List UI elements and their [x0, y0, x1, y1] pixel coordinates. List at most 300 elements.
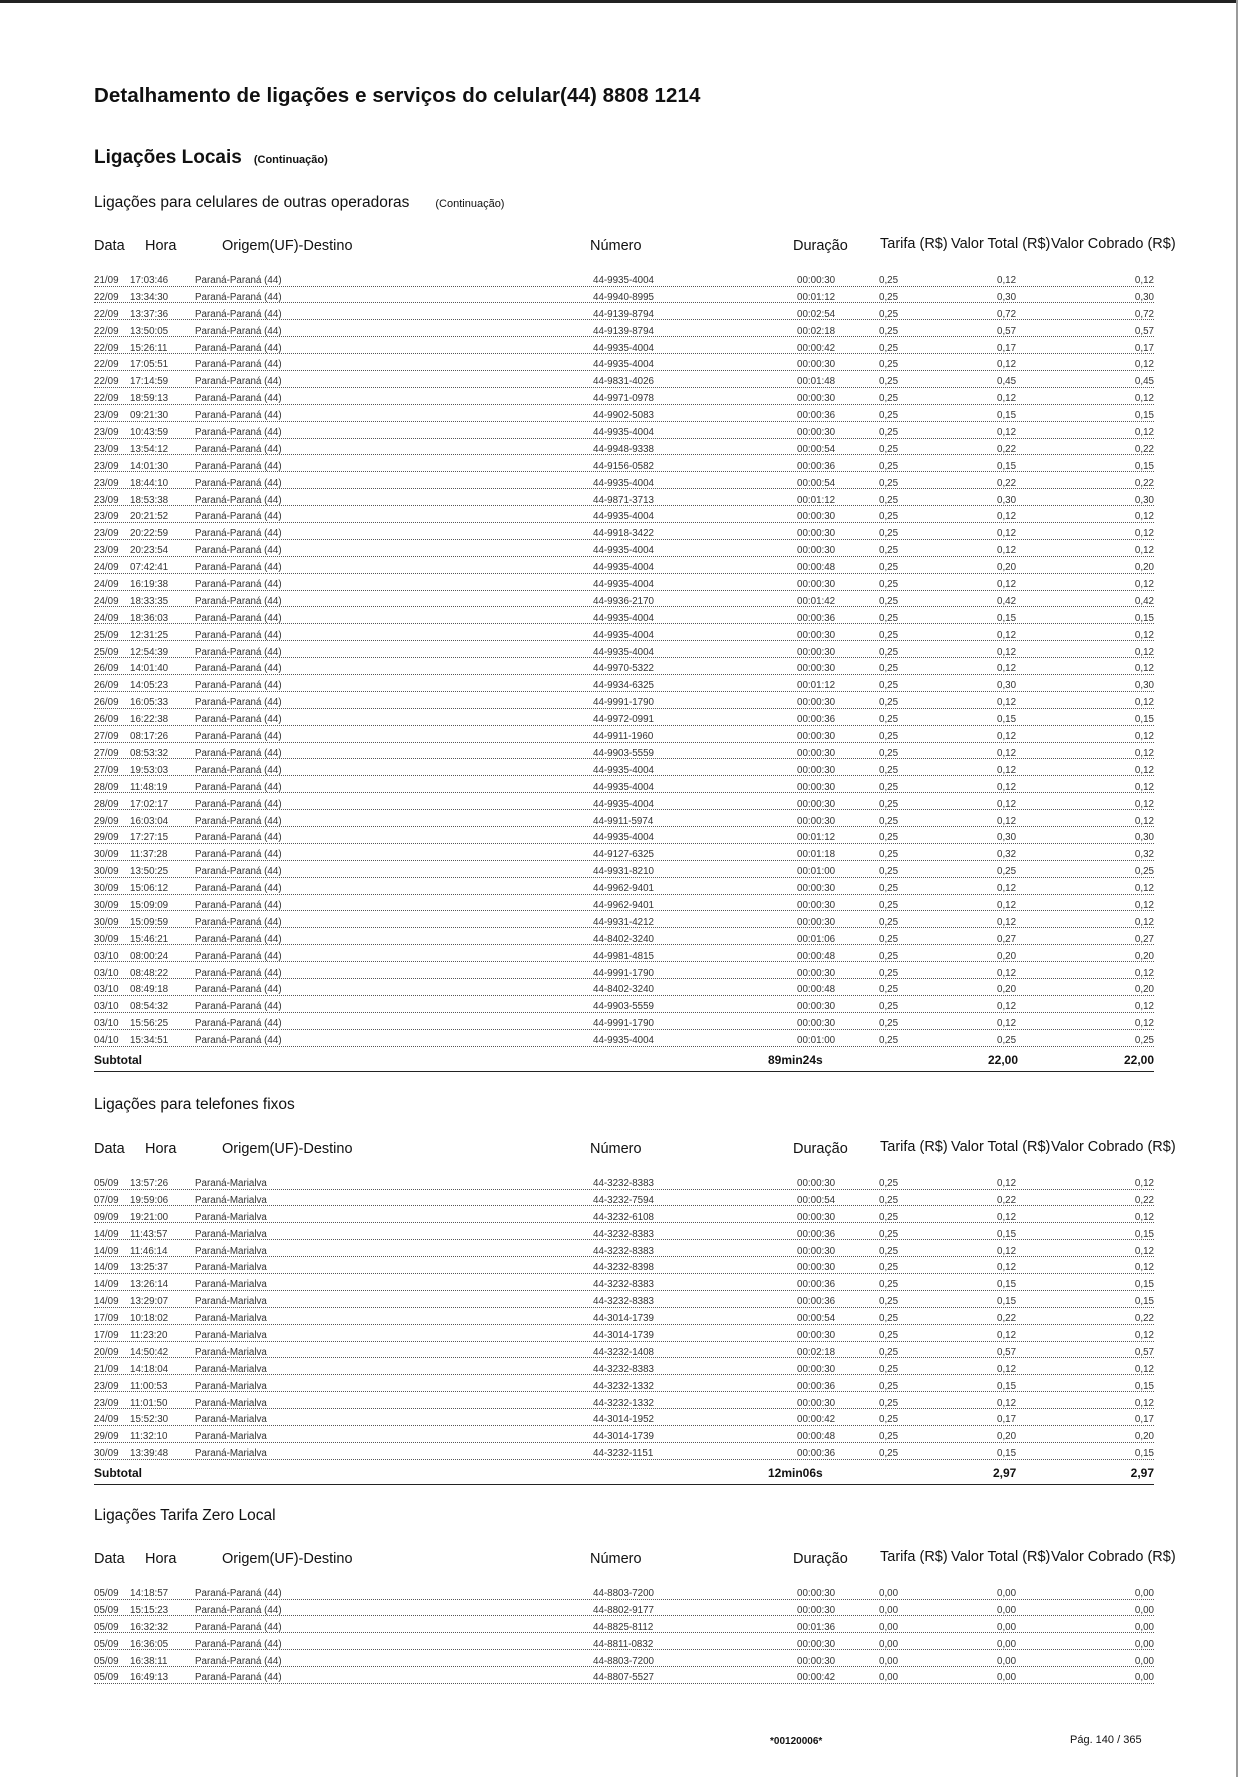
- row-number: 44-3232-8383: [593, 1279, 655, 1291]
- row-duration: 00:00:30: [797, 393, 836, 405]
- row-time: 20:21:52: [130, 511, 169, 523]
- row-tariff: 0,25: [879, 1001, 899, 1013]
- row-total: 0,00: [997, 1638, 1017, 1650]
- row-number: 44-9935-4004: [593, 359, 655, 371]
- row-date: 30/09: [94, 866, 119, 878]
- row-route: Paraná-Marialva: [195, 1330, 267, 1342]
- table-row: [94, 696, 1154, 713]
- col-time: Hora: [145, 238, 177, 254]
- table-row: [94, 1017, 1154, 1034]
- row-route: Paraná-Marialva: [195, 1245, 267, 1257]
- section-title-text: Ligações Locais: [94, 147, 242, 168]
- subtotal-label: Subtotal: [94, 1466, 142, 1481]
- row-number: 44-9981-4815: [593, 950, 655, 962]
- row-tariff: 0,25: [879, 443, 899, 455]
- row-charged: 0,72: [1134, 308, 1154, 320]
- row-route: Paraná-Marialva: [195, 1431, 267, 1443]
- row-date: 03/10: [94, 1001, 119, 1013]
- table-row: [94, 1295, 1154, 1312]
- subtotal-duration: 89min24s: [768, 1052, 823, 1067]
- row-route: Paraná-Paraná (44): [195, 595, 282, 607]
- row-charged: 0,32: [1134, 849, 1154, 861]
- row-total: 0,12: [997, 781, 1017, 793]
- row-time: 17:05:51: [130, 359, 169, 371]
- table-row: [94, 578, 1154, 595]
- col-total: Valor Total (R$): [951, 1139, 1051, 1155]
- row-total: 0,15: [997, 1228, 1017, 1240]
- landline-calls-table: [94, 1139, 1176, 1485]
- row-time: 13:39:48: [130, 1448, 169, 1460]
- row-duration: 00:02:18: [797, 1346, 836, 1358]
- row-route: Paraná-Paraná (44): [195, 494, 282, 506]
- row-tariff: 0,25: [879, 764, 899, 776]
- row-number: 44-9935-4004: [593, 781, 655, 793]
- row-date: 23/09: [94, 1397, 119, 1409]
- row-tariff: 0,25: [879, 1313, 899, 1325]
- row-tariff: 0,25: [879, 562, 899, 574]
- row-charged: 0,12: [1134, 815, 1154, 827]
- row-total: 0,12: [997, 883, 1017, 895]
- table-row: [94, 612, 1154, 629]
- col-duration: Duração: [793, 1141, 848, 1157]
- row-time: 18:59:13: [130, 393, 169, 405]
- row-duration: 00:01:12: [797, 680, 836, 692]
- col-route: Origem(UF)-Destino: [222, 1141, 353, 1157]
- row-charged: 0,12: [1134, 697, 1154, 709]
- row-duration: 00:01:18: [797, 849, 836, 861]
- row-total: 0,12: [997, 663, 1017, 675]
- col-charged: Valor Cobrado (R$): [1051, 1139, 1176, 1155]
- table-row: [94, 1329, 1154, 1346]
- row-charged: 0,15: [1134, 1296, 1154, 1308]
- row-duration: 00:00:30: [797, 1262, 836, 1274]
- row-tariff: 0,25: [879, 511, 899, 523]
- row-date: 05/09: [94, 1178, 119, 1189]
- row-number: 44-9962-9401: [593, 899, 655, 911]
- row-charged: 0,30: [1134, 494, 1154, 506]
- row-charged: 0,00: [1134, 1588, 1154, 1599]
- row-route: Paraná-Paraná (44): [195, 291, 282, 303]
- row-duration: 00:00:30: [797, 798, 836, 810]
- row-route: Paraná-Paraná (44): [195, 1638, 282, 1650]
- row-tariff: 0,25: [879, 680, 899, 692]
- row-date: 23/09: [94, 443, 119, 455]
- row-time: 15:26:11: [130, 342, 168, 354]
- row-route: Paraná-Paraná (44): [195, 798, 282, 810]
- row-time: 20:22:59: [130, 528, 169, 540]
- row-total: 0,00: [997, 1655, 1017, 1667]
- row-number: 44-9903-5559: [593, 747, 655, 759]
- row-route: Paraná-Paraná (44): [195, 731, 282, 743]
- row-route: Paraná-Paraná (44): [195, 714, 282, 726]
- col-date: Data: [94, 238, 125, 254]
- row-date: 05/09: [94, 1638, 119, 1650]
- group-title-text: Ligações para telefones fixos: [94, 1096, 295, 1113]
- table-row: [94, 358, 1154, 375]
- zero-tariff-calls-table: [94, 1549, 1176, 1688]
- row-total: 0,17: [997, 1414, 1017, 1426]
- row-date: 14/09: [94, 1296, 119, 1308]
- row-number: 44-8807-5527: [593, 1672, 655, 1684]
- row-total: 0,12: [997, 629, 1017, 641]
- row-tariff: 0,25: [879, 629, 899, 641]
- row-route: Paraná-Paraná (44): [195, 781, 282, 793]
- row-time: 16:32:32: [130, 1621, 169, 1633]
- row-tariff: 0,25: [879, 781, 899, 793]
- row-time: 10:43:59: [130, 427, 169, 439]
- row-charged: 0,12: [1134, 511, 1154, 523]
- row-duration: 00:00:36: [797, 1279, 836, 1291]
- row-charged: 0,12: [1134, 798, 1154, 810]
- row-time: 16:05:33: [130, 697, 169, 709]
- col-charged: Valor Cobrado (R$): [1051, 236, 1176, 252]
- row-number: 44-8803-7200: [593, 1588, 655, 1599]
- row-number: 44-9935-4004: [593, 275, 655, 286]
- subtotal-total: 22,00: [988, 1052, 1019, 1067]
- row-charged: 0,27: [1134, 933, 1154, 945]
- table-row: [94, 950, 1154, 967]
- col-tariff: Tarifa (R$): [880, 236, 948, 252]
- row-tariff: 0,25: [879, 1431, 899, 1443]
- row-number: 44-8803-7200: [593, 1655, 655, 1667]
- row-number: 44-9935-4004: [593, 477, 655, 489]
- table-row: [94, 1194, 1154, 1211]
- row-total: 0,22: [997, 443, 1017, 455]
- row-total: 0,30: [997, 291, 1017, 303]
- row-route: Paraná-Paraná (44): [195, 1018, 282, 1030]
- row-tariff: 0,25: [879, 916, 899, 928]
- row-number: 44-9935-4004: [593, 342, 655, 354]
- row-number: 44-3232-8383: [593, 1245, 655, 1257]
- row-number: 44-9935-4004: [593, 545, 655, 557]
- row-time: 14:01:30: [130, 460, 169, 472]
- row-time: 11:32:10: [130, 1431, 168, 1443]
- row-tariff: 0,25: [879, 1228, 899, 1240]
- row-number: 44-3232-8383: [593, 1228, 655, 1240]
- subtotal-total: 2,97: [993, 1466, 1017, 1481]
- row-total: 0,12: [997, 1001, 1017, 1013]
- row-tariff: 0,00: [879, 1638, 899, 1650]
- row-duration: 00:00:42: [797, 342, 836, 354]
- row-charged: 0,15: [1134, 612, 1154, 624]
- row-charged: 0,57: [1134, 325, 1154, 337]
- table-header: [94, 1549, 1176, 1587]
- row-route: Paraná-Paraná (44): [195, 866, 282, 878]
- row-date: 23/09: [94, 427, 119, 439]
- row-duration: 00:00:36: [797, 1296, 836, 1308]
- row-number: 44-9156-0582: [593, 460, 655, 472]
- row-number: 44-9918-3422: [593, 528, 655, 540]
- row-number: 44-9935-4004: [593, 646, 655, 658]
- row-charged: 0,30: [1134, 832, 1154, 844]
- row-time: 15:52:30: [130, 1414, 169, 1426]
- row-duration: 00:00:30: [797, 1330, 836, 1342]
- row-charged: 0,12: [1134, 579, 1154, 591]
- row-total: 0,27: [997, 933, 1017, 945]
- table-row: [94, 1413, 1154, 1430]
- row-date: 05/09: [94, 1604, 119, 1616]
- row-duration: 00:00:30: [797, 697, 836, 709]
- row-route: Paraná-Marialva: [195, 1414, 267, 1426]
- group-title-text: Ligações para celulares de outras operadoras: [94, 194, 410, 211]
- row-route: Paraná-Paraná (44): [195, 933, 282, 945]
- row-date: 28/09: [94, 781, 119, 793]
- row-duration: 00:00:30: [797, 1397, 836, 1409]
- table-row: [94, 781, 1154, 798]
- row-route: Paraná-Paraná (44): [195, 612, 282, 624]
- row-time: 17:27:15: [130, 832, 169, 844]
- group-title-text: Ligações Tarifa Zero Local: [94, 1507, 276, 1524]
- row-time: 10:18:02: [130, 1313, 169, 1325]
- row-tariff: 0,25: [879, 595, 899, 607]
- row-total: 0,00: [997, 1672, 1017, 1684]
- row-duration: 00:00:30: [797, 1638, 836, 1650]
- row-route: Paraná-Paraná (44): [195, 1604, 282, 1616]
- table-row: [94, 933, 1154, 950]
- col-tariff: Tarifa (R$): [880, 1549, 948, 1565]
- row-duration: 00:00:30: [797, 359, 836, 371]
- row-tariff: 0,25: [879, 646, 899, 658]
- row-tariff: 0,25: [879, 579, 899, 591]
- row-charged: 0,12: [1134, 1397, 1154, 1409]
- row-tariff: 0,25: [879, 528, 899, 540]
- row-duration: 00:00:36: [797, 1228, 836, 1240]
- row-number: 44-3014-1739: [593, 1330, 655, 1342]
- row-time: 07:42:41: [130, 562, 169, 574]
- table-body: [94, 1587, 1154, 1688]
- row-tariff: 0,25: [879, 832, 899, 844]
- table-row: [94, 561, 1154, 578]
- row-charged: 0,22: [1134, 1194, 1154, 1206]
- row-charged: 0,12: [1134, 781, 1154, 793]
- row-route: Paraná-Marialva: [195, 1380, 267, 1392]
- row-duration: 00:01:48: [797, 376, 836, 388]
- row-total: 0,12: [997, 1245, 1017, 1257]
- row-date: 22/09: [94, 342, 119, 354]
- row-time: 08:49:18: [130, 984, 169, 996]
- row-date: 14/09: [94, 1262, 119, 1274]
- row-charged: 0,15: [1134, 1279, 1154, 1291]
- subtotal-duration: 12min06s: [768, 1466, 823, 1481]
- row-duration: 00:00:30: [797, 646, 836, 658]
- row-duration: 00:00:36: [797, 460, 836, 472]
- document-title: Detalhamento de ligações e serviços do celular(44) 8808 1214: [94, 84, 701, 107]
- row-duration: 00:00:30: [797, 1655, 836, 1667]
- row-number: 44-9127-6325: [593, 849, 655, 861]
- row-duration: 00:00:30: [797, 815, 836, 827]
- row-tariff: 0,25: [879, 410, 899, 422]
- row-route: Paraná-Marialva: [195, 1178, 267, 1189]
- row-route: Paraná-Paraná (44): [195, 646, 282, 658]
- table-row: [94, 1397, 1154, 1414]
- table-row: [94, 1587, 1154, 1604]
- row-duration: 00:00:42: [797, 1414, 836, 1426]
- row-total: 0,20: [997, 1431, 1017, 1443]
- row-number: 44-9972-0991: [593, 714, 655, 726]
- row-time: 16:49:13: [130, 1672, 169, 1684]
- row-charged: 0,15: [1134, 714, 1154, 726]
- row-date: 30/09: [94, 916, 119, 928]
- row-date: 24/09: [94, 1414, 119, 1426]
- table-row: [94, 764, 1154, 781]
- row-date: 28/09: [94, 798, 119, 810]
- row-date: 29/09: [94, 815, 119, 827]
- row-route: Paraná-Paraná (44): [195, 410, 282, 422]
- row-route: Paraná-Marialva: [195, 1313, 267, 1325]
- row-date: 26/09: [94, 680, 119, 692]
- row-date: 23/09: [94, 511, 119, 523]
- row-route: Paraná-Paraná (44): [195, 663, 282, 675]
- row-tariff: 0,25: [879, 325, 899, 337]
- row-time: 14:18:57: [130, 1588, 169, 1599]
- row-date: 26/09: [94, 663, 119, 675]
- row-charged: 0,17: [1134, 342, 1154, 354]
- row-tariff: 0,25: [879, 1194, 899, 1206]
- row-route: Paraná-Marialva: [195, 1228, 267, 1240]
- row-duration: 00:00:30: [797, 1178, 836, 1189]
- row-route: Paraná-Marialva: [195, 1211, 267, 1223]
- row-time: 16:22:38: [130, 714, 169, 726]
- col-time: Hora: [145, 1551, 177, 1567]
- row-number: 44-9948-9338: [593, 443, 655, 455]
- row-date: 27/09: [94, 731, 119, 743]
- row-charged: 0,15: [1134, 460, 1154, 472]
- row-route: Paraná-Paraná (44): [195, 477, 282, 489]
- row-date: 14/09: [94, 1245, 119, 1257]
- row-tariff: 0,25: [879, 342, 899, 354]
- row-duration: 00:00:30: [797, 1018, 836, 1030]
- row-number: 44-9936-2170: [593, 595, 655, 607]
- row-charged: 0,12: [1134, 731, 1154, 743]
- table-row: [94, 916, 1154, 933]
- col-time: Hora: [145, 1141, 177, 1157]
- row-route: Paraná-Paraná (44): [195, 916, 282, 928]
- row-route: Paraná-Paraná (44): [195, 1672, 282, 1684]
- row-charged: 0,25: [1134, 1035, 1154, 1047]
- table-row: [94, 848, 1154, 865]
- row-number: 44-3232-8383: [593, 1363, 655, 1375]
- row-time: 15:15:23: [130, 1604, 169, 1616]
- row-total: 0,12: [997, 1211, 1017, 1223]
- row-route: Paraná-Marialva: [195, 1194, 267, 1206]
- row-duration: 00:00:30: [797, 1588, 836, 1599]
- row-date: 23/09: [94, 545, 119, 557]
- row-time: 13:26:14: [130, 1279, 169, 1291]
- row-date: 22/09: [94, 359, 119, 371]
- row-total: 0,12: [997, 1363, 1017, 1375]
- row-tariff: 0,25: [879, 883, 899, 895]
- table-row: [94, 1000, 1154, 1017]
- row-total: 0,15: [997, 714, 1017, 726]
- row-time: 08:00:24: [130, 950, 169, 962]
- row-total: 0,12: [997, 747, 1017, 759]
- col-date: Data: [94, 1141, 125, 1157]
- row-charged: 0,15: [1134, 410, 1154, 422]
- row-total: 0,12: [997, 1262, 1017, 1274]
- row-tariff: 0,25: [879, 1296, 899, 1308]
- table-row: [94, 646, 1154, 663]
- row-charged: 0,17: [1134, 1414, 1154, 1426]
- row-charged: 0,12: [1134, 427, 1154, 439]
- row-time: 08:48:22: [130, 967, 169, 979]
- row-tariff: 0,25: [879, 849, 899, 861]
- table-row: [94, 629, 1154, 646]
- row-total: 0,12: [997, 899, 1017, 911]
- row-number: 44-8402-3240: [593, 933, 655, 945]
- col-duration: Duração: [793, 238, 848, 254]
- row-charged: 0,42: [1134, 595, 1154, 607]
- row-total: 0,42: [997, 595, 1017, 607]
- row-number: 44-9903-5559: [593, 1001, 655, 1013]
- row-tariff: 0,25: [879, 612, 899, 624]
- row-tariff: 0,25: [879, 933, 899, 945]
- row-number: 44-9935-4004: [593, 427, 655, 439]
- row-time: 16:36:05: [130, 1638, 169, 1650]
- row-date: 24/09: [94, 595, 119, 607]
- row-route: Paraná-Paraná (44): [195, 764, 282, 776]
- table-row: [94, 798, 1154, 815]
- table-row: [94, 1671, 1154, 1688]
- col-route: Origem(UF)-Destino: [222, 238, 353, 254]
- row-charged: 0,12: [1134, 393, 1154, 405]
- row-route: Paraná-Marialva: [195, 1296, 267, 1308]
- row-duration: 00:00:54: [797, 1313, 836, 1325]
- row-total: 0,12: [997, 1178, 1017, 1189]
- row-time: 11:23:20: [130, 1330, 168, 1342]
- row-route: Paraná-Paraná (44): [195, 899, 282, 911]
- row-number: 44-3232-1408: [593, 1346, 655, 1358]
- row-number: 44-9971-0978: [593, 393, 655, 405]
- row-date: 17/09: [94, 1313, 119, 1325]
- row-duration: 00:00:36: [797, 612, 836, 624]
- row-total: 0,22: [997, 477, 1017, 489]
- row-date: 05/09: [94, 1672, 119, 1684]
- row-total: 0,20: [997, 562, 1017, 574]
- row-route: Paraná-Paraná (44): [195, 832, 282, 844]
- row-duration: 00:00:30: [797, 629, 836, 641]
- group-note: (Continuação): [435, 198, 505, 210]
- row-number: 44-9935-4004: [593, 832, 655, 844]
- row-total: 0,00: [997, 1588, 1017, 1599]
- col-charged: Valor Cobrado (R$): [1051, 1549, 1176, 1565]
- row-tariff: 0,25: [879, 1245, 899, 1257]
- row-total: 0,12: [997, 1018, 1017, 1030]
- row-duration: 00:00:48: [797, 950, 836, 962]
- subtotal-charged: 2,97: [1130, 1466, 1154, 1481]
- row-route: Paraná-Paraná (44): [195, 984, 282, 996]
- table-row: [94, 477, 1154, 494]
- row-number: 44-9991-1790: [593, 1018, 655, 1030]
- row-route: Paraná-Paraná (44): [195, 747, 282, 759]
- row-charged: 0,15: [1134, 1228, 1154, 1240]
- table-row: [94, 815, 1154, 832]
- row-time: 11:46:14: [130, 1245, 168, 1257]
- row-number: 44-3232-8383: [593, 1296, 655, 1308]
- row-number: 44-3232-8383: [593, 1178, 655, 1189]
- row-charged: 0,12: [1134, 883, 1154, 895]
- row-time: 11:00:53: [130, 1380, 168, 1392]
- row-total: 0,17: [997, 342, 1017, 354]
- row-route: Paraná-Paraná (44): [195, 325, 282, 337]
- row-time: 08:17:26: [130, 731, 169, 743]
- row-tariff: 0,25: [879, 545, 899, 557]
- row-charged: 0,12: [1134, 629, 1154, 641]
- table-row: [94, 1228, 1154, 1245]
- table-row: [94, 983, 1154, 1000]
- row-time: 15:56:25: [130, 1018, 169, 1030]
- row-charged: 0,20: [1134, 562, 1154, 574]
- subtotal-charged: 22,00: [1123, 1052, 1154, 1067]
